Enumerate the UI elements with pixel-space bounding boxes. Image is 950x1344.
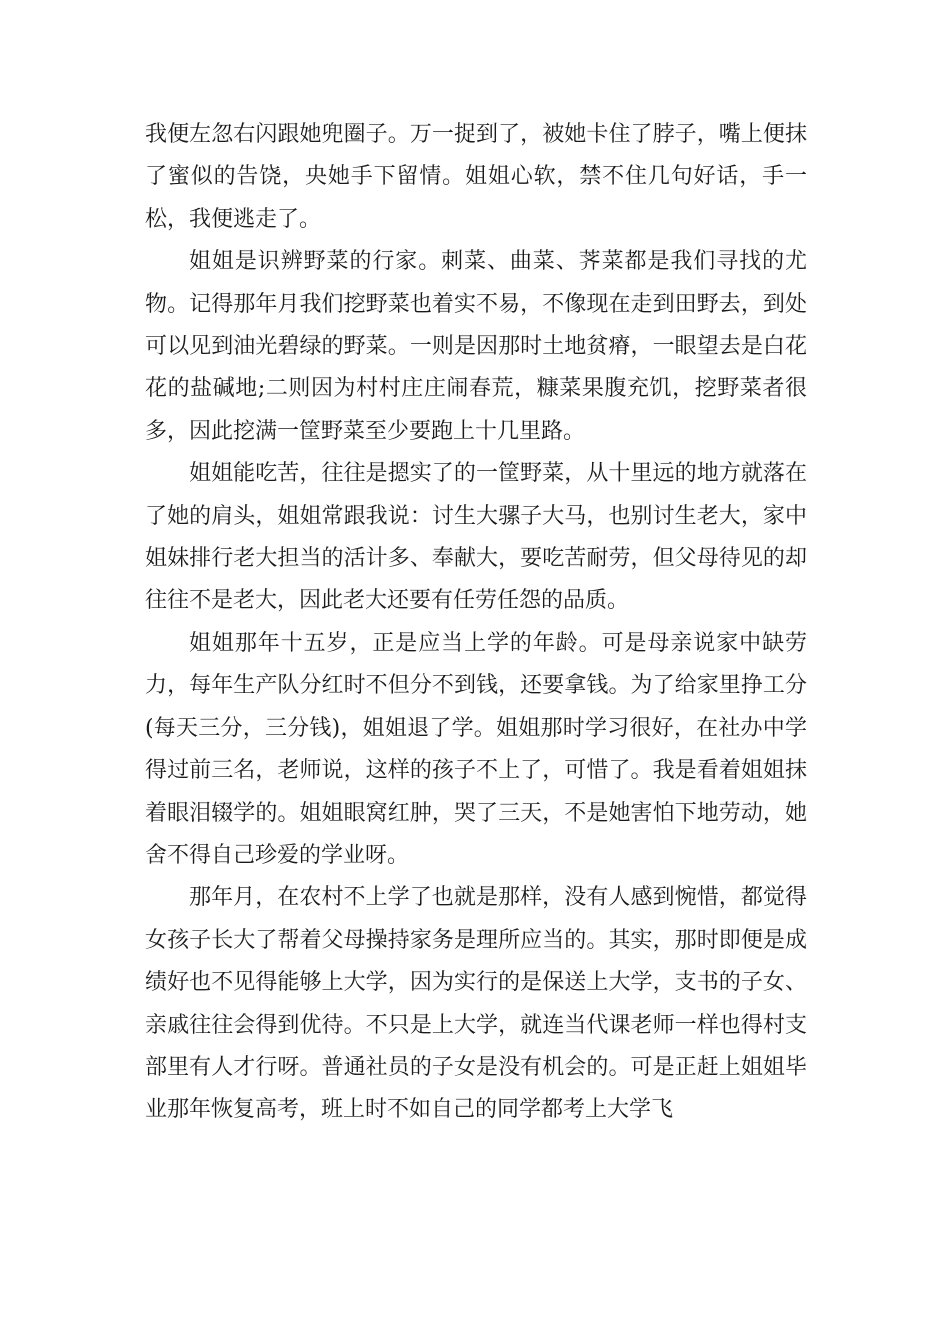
paragraph: 姐姐那年十五岁，正是应当上学的年龄。可是母亲说家中缺劳力，每年生产队分红时不但分不到钱，还要拿钱。为了给家里挣工分(每天三分，三分钱)，姐姐退了学。姐姐那时学习很好，在社办中学得过前三名，老师说，这样的孩子不上了，可惜了。我是看着姐姐抹着眼泪辍学的。姐姐眼窝红肿，哭了三天，不是她害怕下地劳动，她舍不得自己珍爱的学业呀。 <box>145 630 807 868</box>
paragraph: 我便左忽右闪跟她兜圈子。万一捉到了，被她卡住了脖子，嘴上便抹了蜜似的告饶，央她手下留情。姐姐心软，禁不住几句好话，手一松，我便逃走了。 <box>145 122 807 232</box>
paragraph: 姐姐是识辨野菜的行家。刺菜、曲菜、荠菜都是我们寻找的尤物。记得那年月我们挖野菜也着实不易，不像现在走到田野去，到处可以见到油光碧绿的野菜。一则是因那时土地贫瘠，一眼望去是白花花的盐碱地;二则因为村村庄庄闹春荒，糠菜果腹充饥，挖野菜者很多，因此挖满一筐野菜至少要跑上十几里路。 <box>145 249 807 444</box>
body-text <box>145 114 807 1132</box>
paragraph: 姐姐能吃苦，往往是摁实了的一筐野菜，从十里远的地方就落在了她的肩头，姐姐常跟我说：讨生大骡子大马，也别讨生老大，家中姐妹排行老大担当的活计多、奉献大，要吃苦耐劳，但父母待见的却往往不是老大，因此老大还要有任劳任怨的品质。 <box>145 461 807 614</box>
paragraph: 那年月，在农村不上学了也就是那样，没有人感到惋惜，都觉得女孩子长大了帮着父母操持家务是理所应当的。其实，那时即便是成绩好也不见得能够上大学，因为实行的是保送上大学，支书的子女、亲戚往往会得到优待。不只是上大学，就连当代课老师一样也得村支部里有人才行呀。普通社员的子女是没有机会的。可是正赶上姐姐毕业那年恢复高考，班上时不如自己的同学都考上大学飞 <box>145 885 807 1123</box>
